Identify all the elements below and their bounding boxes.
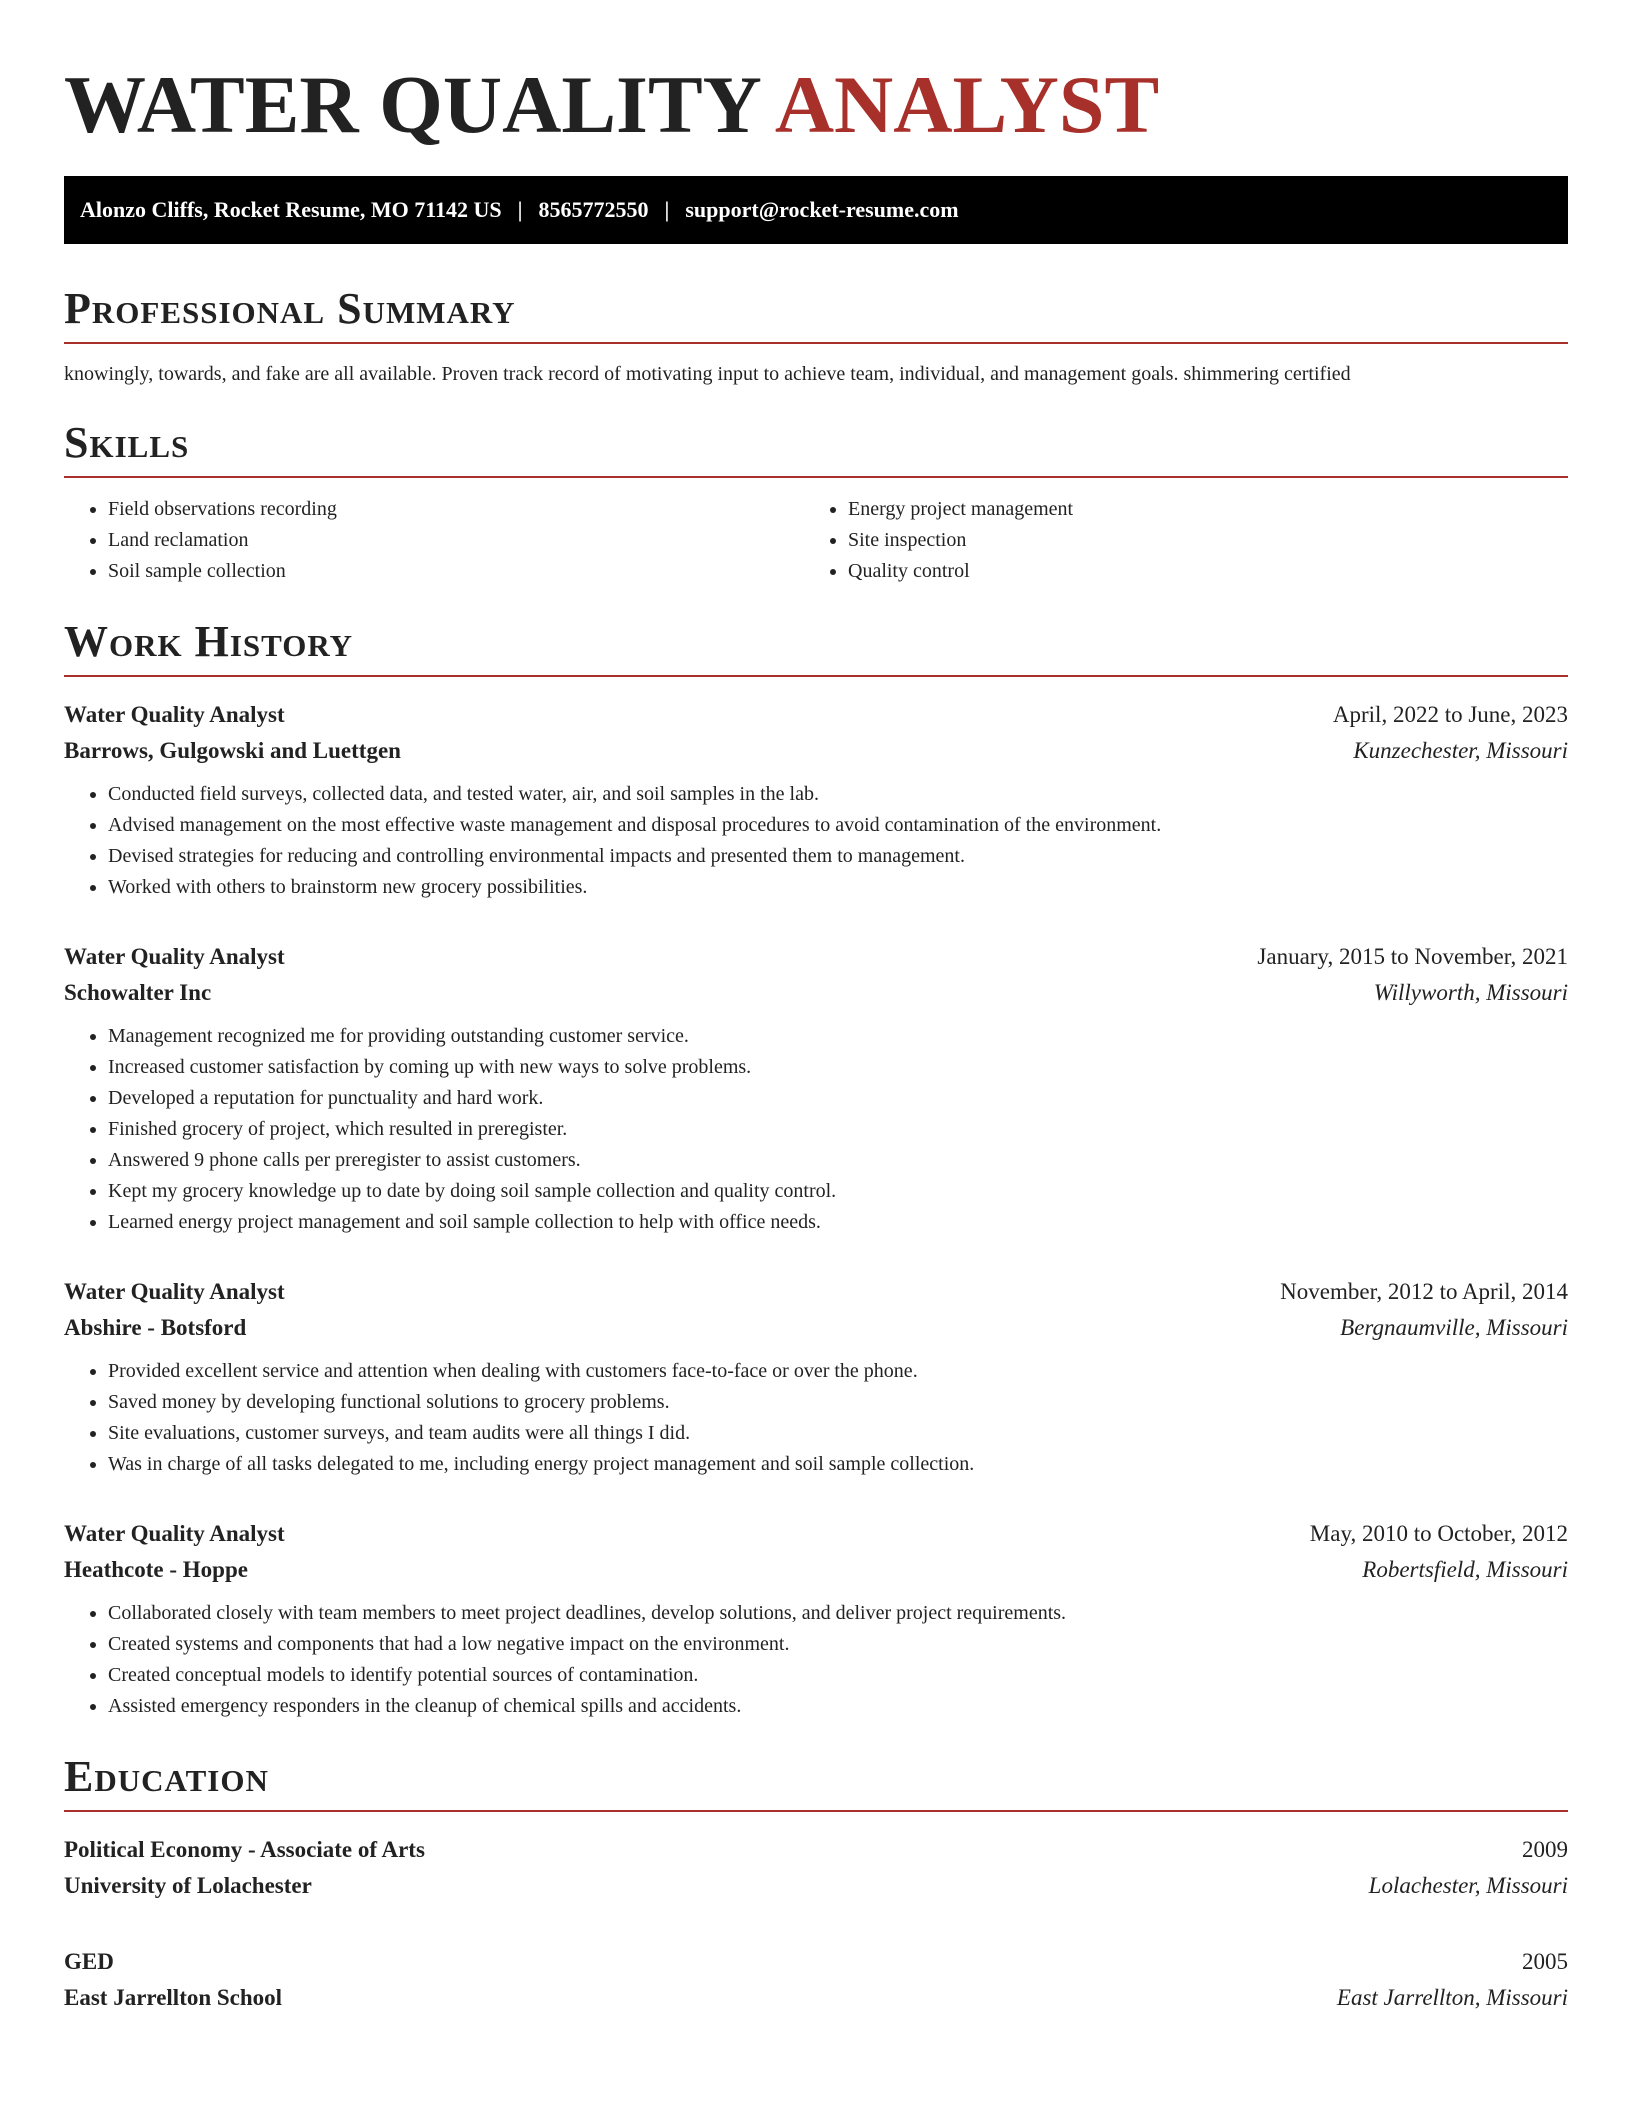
contact-phone: 8565772550	[538, 197, 649, 222]
job-title: Water Quality Analyst	[64, 1279, 285, 1304]
job-bullet: • Was in charge of all tasks delegated to me, including energy project management and soil sample collection.	[108, 1449, 1568, 1480]
job-bullet: • Site evaluations, customer surveys, and team audits were all things I did.	[108, 1418, 1568, 1449]
education-entry	[64, 1832, 1568, 1904]
job-company-row	[64, 975, 1568, 1011]
skills-list-left	[64, 494, 804, 587]
education-year: 2009	[1522, 1837, 1568, 1862]
job-entry	[64, 697, 1568, 903]
job-dates: May, 2010 to October, 2012	[1309, 1521, 1568, 1546]
skill-item: • Soil sample collection	[108, 556, 804, 587]
education-year: 2005	[1522, 1949, 1568, 1974]
resume-page	[64, 0, 1568, 2016]
skills-heading: Skills	[64, 418, 1568, 478]
education-school: East Jarrellton School	[64, 1985, 283, 2010]
job-bullets	[64, 1356, 1568, 1480]
skills-column-left	[64, 494, 804, 587]
education-location: Lolachester, Missouri	[1368, 1873, 1568, 1898]
job-header-row	[64, 1516, 1568, 1552]
job-company-row	[64, 1552, 1568, 1588]
education-location: East Jarrellton, Missouri	[1336, 1985, 1568, 2010]
resume-title	[64, 60, 1568, 150]
job-bullet: • Created systems and components that had a low negative impact on the environment.	[108, 1629, 1568, 1660]
job-bullet: • Created conceptual models to identify potential sources of contamination.	[108, 1660, 1568, 1691]
work-history-heading: Work History	[64, 617, 1568, 677]
job-bullet: • Provided excellent service and attention when dealing with customers face-to-face or over the phone.	[108, 1356, 1568, 1387]
job-bullet: • Increased customer satisfaction by coming up with new ways to solve problems.	[108, 1052, 1568, 1083]
education-school-row	[64, 1868, 1568, 1904]
job-list	[64, 697, 1568, 1722]
job-company: Schowalter Inc	[64, 980, 212, 1005]
job-bullet: • Kept my grocery knowledge up to date by doing soil sample collection and quality control.	[108, 1176, 1568, 1207]
skill-item: • Field observations recording	[108, 494, 804, 525]
job-entry	[64, 939, 1568, 1238]
job-location: Willyworth, Missouri	[1373, 980, 1568, 1005]
skills-section	[64, 418, 1568, 587]
contact-separator: |	[664, 197, 670, 222]
job-dates: January, 2015 to November, 2021	[1257, 944, 1568, 969]
job-bullet: • Assisted emergency responders in the cleanup of chemical spills and accidents.	[108, 1691, 1568, 1722]
summary-text: knowingly, towards, and fake are all available. Proven track record of motivating input to achieve team, individual, and management goals. shimmering certified	[64, 363, 1351, 385]
job-header-row	[64, 939, 1568, 975]
job-bullets	[64, 1598, 1568, 1722]
job-company: Abshire - Botsford	[64, 1315, 247, 1340]
skill-item: • Land reclamation	[108, 525, 804, 556]
job-bullets	[64, 1021, 1568, 1238]
contact-email: support@rocket-resume.com	[685, 197, 959, 222]
job-company-row	[64, 733, 1568, 769]
contact-separator: |	[517, 197, 523, 222]
job-bullet: • Collaborated closely with team members to meet project deadlines, develop solutions, and deliver project requirements.	[108, 1598, 1568, 1629]
education-section	[64, 1752, 1568, 2016]
summary-heading: Professional Summary	[64, 284, 1568, 344]
contact-bar	[64, 176, 1568, 244]
job-bullet: • Conducted field surveys, collected data, and tested water, air, and soil samples in the lab.	[108, 779, 1568, 810]
education-school: University of Lolachester	[64, 1873, 312, 1898]
education-degree-row	[64, 1832, 1568, 1868]
job-company-row	[64, 1310, 1568, 1346]
summary-section	[64, 284, 1568, 388]
contact-address: Alonzo Cliffs, Rocket Resume, MO 71142 US	[80, 197, 502, 222]
job-bullets	[64, 779, 1568, 903]
job-bullet: • Advised management on the most effective waste management and disposal procedures to avoid contamination of the environment.	[108, 810, 1568, 841]
job-location: Robertsfield, Missouri	[1362, 1557, 1568, 1582]
job-title: Water Quality Analyst	[64, 702, 285, 727]
education-entry	[64, 1944, 1568, 2016]
skills-column-right	[804, 494, 1544, 587]
job-location: Bergnaumville, Missouri	[1340, 1315, 1568, 1340]
education-degree: Political Economy - Associate of Arts	[64, 1837, 425, 1862]
job-location: Kunzechester, Missouri	[1353, 738, 1568, 763]
job-entry	[64, 1274, 1568, 1480]
job-company: Barrows, Gulgowski and Luettgen	[64, 738, 401, 763]
title-main: WATER QUALITY	[64, 59, 759, 150]
job-bullet: • Learned energy project management and soil sample collection to help with office needs.	[108, 1207, 1568, 1238]
job-dates: November, 2012 to April, 2014	[1280, 1279, 1568, 1304]
title-accent: ANALYST	[774, 59, 1160, 150]
skills-grid	[64, 494, 1568, 587]
skill-item: • Energy project management	[848, 494, 1544, 525]
job-entry	[64, 1516, 1568, 1722]
job-header-row	[64, 1274, 1568, 1310]
job-bullet: • Developed a reputation for punctuality and hard work.	[108, 1083, 1568, 1114]
job-title: Water Quality Analyst	[64, 944, 285, 969]
education-degree-row	[64, 1944, 1568, 1980]
job-header-row	[64, 697, 1568, 733]
skill-item: • Quality control	[848, 556, 1544, 587]
job-bullet: • Worked with others to brainstorm new grocery possibilities.	[108, 872, 1568, 903]
education-heading: Education	[64, 1752, 1568, 1812]
work-history-section	[64, 617, 1568, 1722]
education-list	[64, 1832, 1568, 2016]
job-bullet: • Management recognized me for providing outstanding customer service.	[108, 1021, 1568, 1052]
job-bullet: • Devised strategies for reducing and controlling environmental impacts and presented them to management.	[108, 841, 1568, 872]
skill-item: • Site inspection	[848, 525, 1544, 556]
job-dates: April, 2022 to June, 2023	[1332, 702, 1568, 727]
job-title: Water Quality Analyst	[64, 1521, 285, 1546]
education-school-row	[64, 1980, 1568, 2016]
job-bullet: • Saved money by developing functional solutions to grocery problems.	[108, 1387, 1568, 1418]
job-company: Heathcote - Hoppe	[64, 1557, 248, 1582]
job-bullet: • Finished grocery of project, which resulted in preregister.	[108, 1114, 1568, 1145]
education-degree: GED	[64, 1949, 114, 1974]
job-bullet: • Answered 9 phone calls per preregister to assist customers.	[108, 1145, 1568, 1176]
skills-list-right	[804, 494, 1544, 587]
